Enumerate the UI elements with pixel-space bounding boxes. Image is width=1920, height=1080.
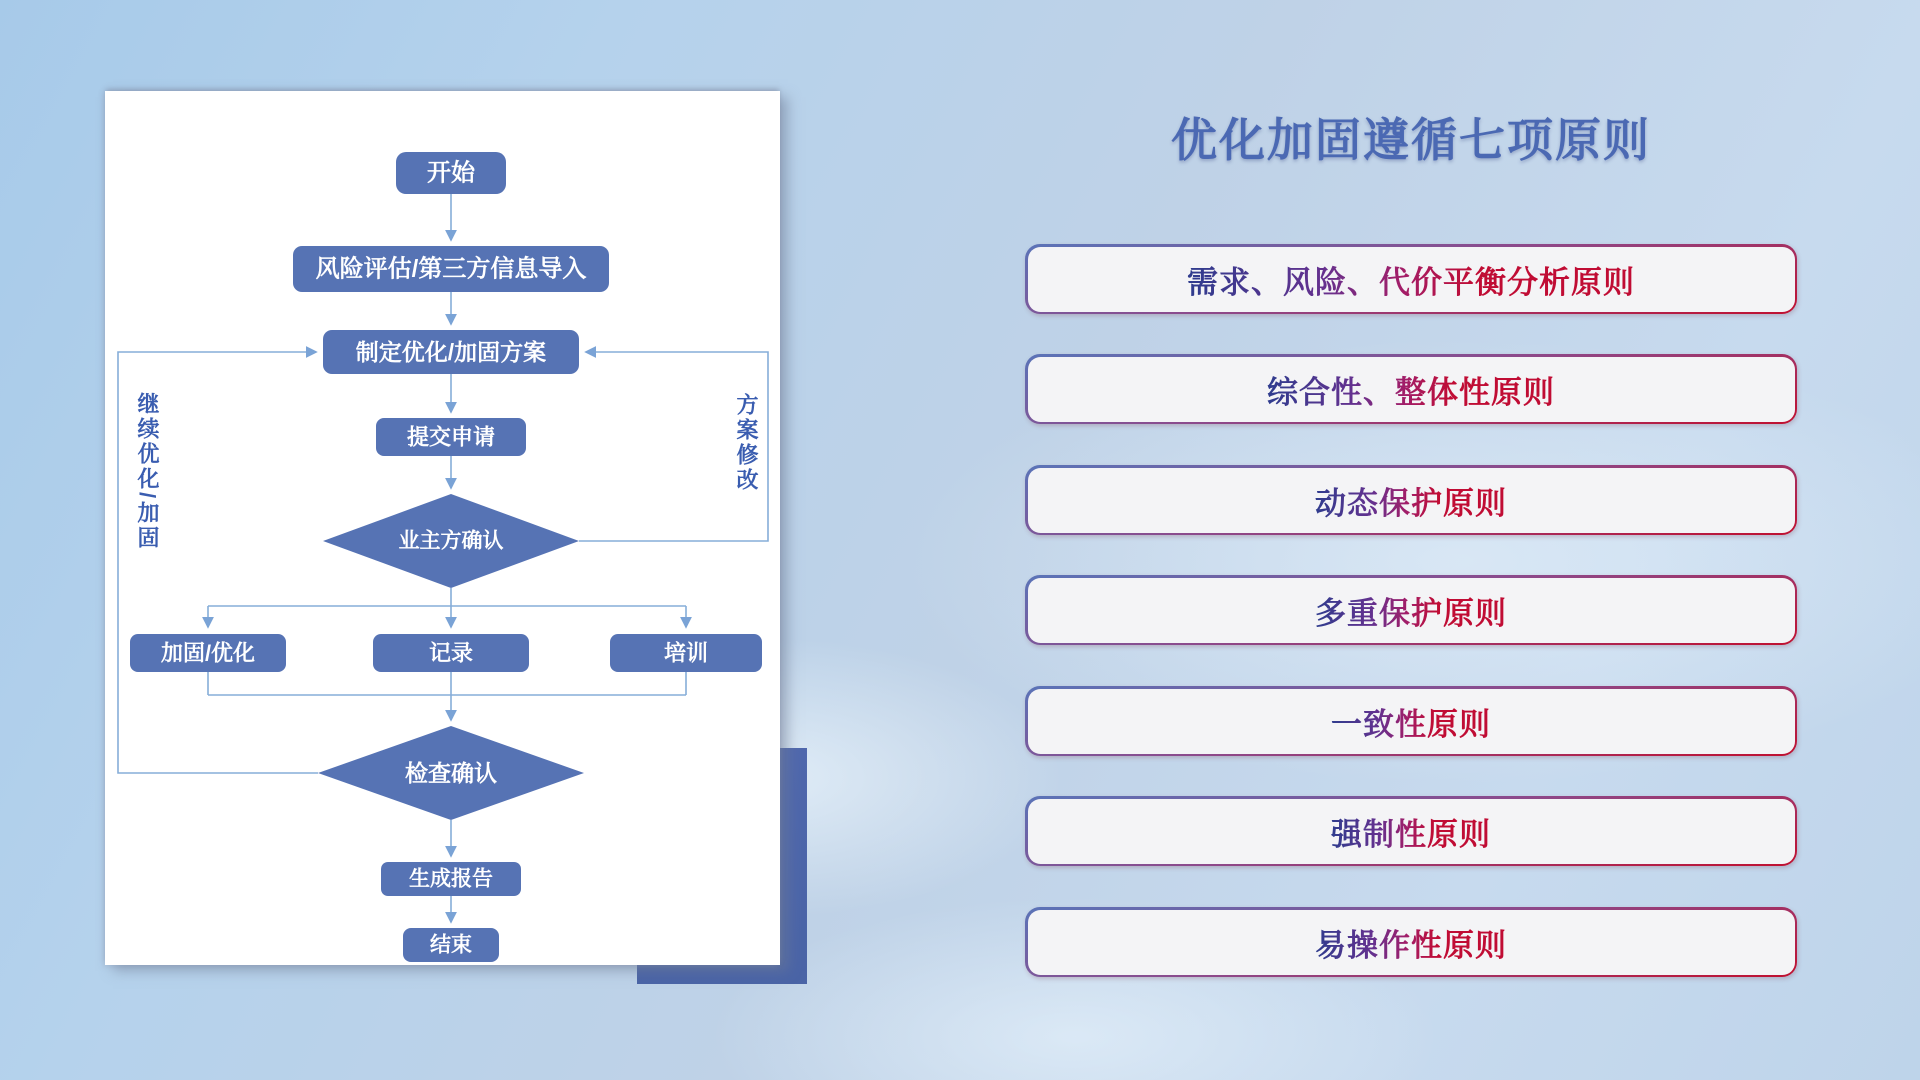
loop-label-continue-optimize: 继续优化/加固 <box>135 392 160 552</box>
principle-box-3 <box>1025 465 1797 535</box>
principle-text-1: 需求、风险、代价平衡分析原则 <box>1187 257 1635 302</box>
node-report <box>381 862 521 896</box>
principle-box-5 <box>1025 686 1797 756</box>
principle-box-6-inner <box>1028 799 1795 864</box>
principle-text-3: 动态保护原则 <box>1315 478 1507 523</box>
node-risk-assess-label: 风险评估/第三方信息导入 <box>315 255 587 283</box>
principle-box-2 <box>1025 354 1797 424</box>
principle-box-4 <box>1025 575 1797 645</box>
principle-box-1-inner <box>1028 247 1795 312</box>
node-make-plan <box>323 330 579 374</box>
node-submit-label: 提交申请 <box>406 424 496 450</box>
node-owner-confirm <box>323 494 579 588</box>
principle-text-5: 一致性原则 <box>1331 699 1491 744</box>
node-start <box>396 152 506 194</box>
node-end-label: 结束 <box>430 933 472 957</box>
principle-text-4: 多重保护原则 <box>1315 588 1507 633</box>
principle-text-6: 强制性原则 <box>1331 809 1491 854</box>
principle-box-6 <box>1025 796 1797 866</box>
node-reinforce <box>130 634 286 672</box>
flowchart-canvas <box>105 91 780 965</box>
node-make-plan-label: 制定优化/加固方案 <box>355 339 547 365</box>
principle-text-2: 综合性、整体性原则 <box>1267 367 1555 412</box>
principle-box-7-inner <box>1028 910 1795 975</box>
loop-label-plan-modify: 方案修改 <box>734 393 759 493</box>
node-start-label: 开始 <box>427 159 475 187</box>
node-check-confirm-label: 检查确认 <box>405 760 497 786</box>
principle-box-2-inner <box>1028 357 1795 422</box>
node-record <box>373 634 529 672</box>
node-reinforce-label: 加固/优化 <box>160 640 256 666</box>
principle-box-7 <box>1025 907 1797 977</box>
node-record-label: 记录 <box>428 640 474 666</box>
node-report-label: 生成报告 <box>409 867 493 891</box>
node-submit <box>376 418 526 456</box>
principle-box-4-inner <box>1028 578 1795 643</box>
principle-box-3-inner <box>1028 468 1795 533</box>
principle-box-5-inner <box>1028 689 1795 754</box>
flow-nodes <box>130 152 762 962</box>
node-check-confirm <box>318 726 584 820</box>
principle-text-7: 易操作性原则 <box>1315 920 1507 965</box>
principle-box-1 <box>1025 244 1797 314</box>
node-end <box>403 928 499 962</box>
flowchart-card <box>105 91 780 965</box>
node-owner-confirm-label: 业主方确认 <box>398 529 504 553</box>
node-training-label: 培训 <box>663 640 709 666</box>
node-training <box>610 634 762 672</box>
page-title: 优化加固遵循七项原则 <box>1171 114 1651 166</box>
node-risk-assess <box>293 246 609 292</box>
